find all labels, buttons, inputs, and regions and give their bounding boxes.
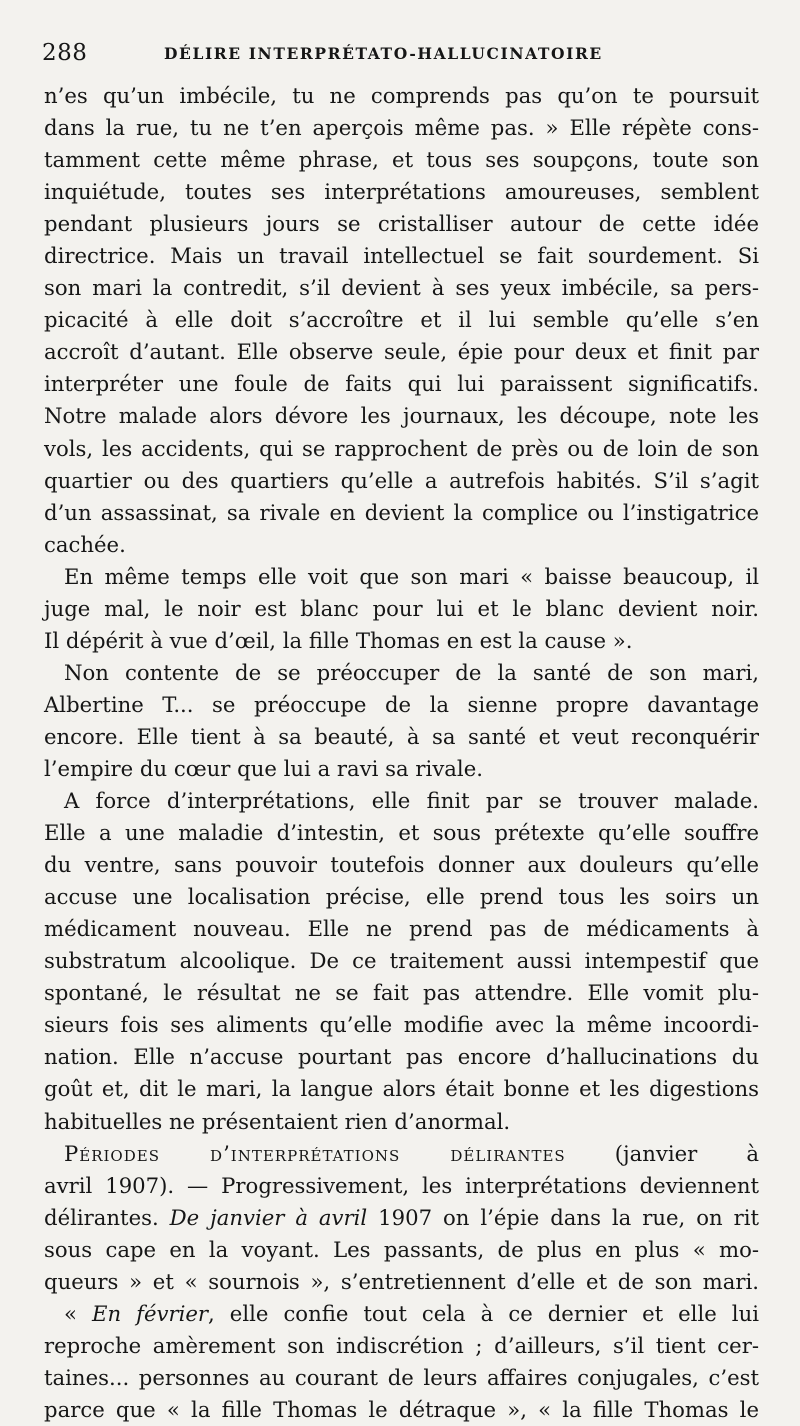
text-line: sous cape en la voyant. Les passants, de plus en plus « mo- bbox=[44, 1236, 759, 1262]
text-line: cachée. bbox=[44, 531, 126, 557]
text-line: A force d’interprétations, elle finit par se trouver malade. bbox=[64, 788, 759, 814]
text-line: tamment cette même phrase, et tous ses soupçons, toute son bbox=[44, 147, 759, 173]
text-line: directrice. Mais un travail intellectuel se fait sourdement. Si bbox=[44, 243, 759, 269]
text-line: d’un assassinat, sa rivale en devient la complice ou l’instigatrice bbox=[44, 499, 759, 525]
text-line: taines... personnes au courant de leurs affaires conjugales, c’est bbox=[44, 1364, 759, 1390]
section-heading: Périodes d’interprétations délirantes bbox=[64, 1140, 566, 1166]
text-segment: 1907 on l’épie dans la rue, on rit bbox=[367, 1204, 759, 1230]
text-line: habituelles ne présentaient rien d’anormal. bbox=[44, 1108, 511, 1134]
text-segment: , elle confie tout cela à ce dernier et elle lui bbox=[208, 1300, 759, 1326]
text-line: Elle a une maladie d’intestin, et sous prétexte qu’elle souffre bbox=[44, 820, 759, 846]
text-line: goût et, dit le mari, la langue alors était bonne et les digestions bbox=[44, 1076, 759, 1102]
section-heading-rest: (janvier à bbox=[565, 1140, 759, 1166]
italic-text: En février bbox=[91, 1300, 209, 1326]
paragraph-lines bbox=[44, 80, 759, 1138]
text-line: picacité à elle doit s’accroître et il lui semble qu’elle s’en bbox=[44, 307, 759, 333]
text-line: son mari la contredit, s’il devient à ses yeux imbécile, sa pers- bbox=[44, 275, 759, 301]
text-line bbox=[44, 1298, 759, 1330]
text-line: queurs » et « sournois », s’entretiennent d’elle et de son mari. bbox=[44, 1268, 759, 1294]
text-line: Notre malade alors dévore les journaux, les découpe, note les bbox=[44, 403, 759, 429]
text-line: Albertine T... se préoccupe de la sienne propre davantage bbox=[44, 691, 759, 717]
text-line: Il dépérit à vue d’œil, la fille Thomas en est la cause ». bbox=[44, 627, 633, 653]
text-line: du ventre, sans pouvoir toutefois donner aux douleurs qu’elle bbox=[44, 852, 759, 878]
text-segment: délirantes. bbox=[44, 1204, 170, 1230]
text-line: substratum alcoolique. De ce traitement aussi intempestif que bbox=[44, 948, 759, 974]
text-line: n’es qu’un imbécile, tu ne comprends pas qu’on te poursuit bbox=[44, 83, 759, 108]
text-line: spontané, le résultat ne se fait pas attendre. Elle vomit plu- bbox=[44, 980, 759, 1006]
text-line: reproche amèrement son indiscrétion ; d’ailleurs, s’il tient cer- bbox=[44, 1332, 759, 1358]
page-header bbox=[42, 36, 758, 68]
running-head: DÉLIRE INTERPRÉTATO-HALLUCINATOIRE bbox=[164, 44, 603, 63]
text-line: accroît d’autant. Elle observe seule, épie pour deux et finit par bbox=[44, 339, 759, 365]
section-heading-line bbox=[44, 1138, 759, 1170]
text-line: quartier ou des quartiers qu’elle a autrefois habités. S’il s’agit bbox=[44, 467, 759, 493]
text-line: accuse une localisation précise, elle prend tous les soirs un bbox=[44, 884, 759, 910]
text-line: vols, les accidents, qui se rapprochent de près ou de loin de son bbox=[44, 435, 759, 461]
italic-text: De janvier à avril bbox=[169, 1204, 368, 1230]
text-line: dans la rue, tu ne t’en aperçois même pas. » Elle répète cons- bbox=[44, 115, 759, 141]
page-number: 288 bbox=[42, 40, 88, 66]
text-line: avril 1907). — Progressivement, les interprétations deviennent bbox=[44, 1172, 759, 1198]
text-line: encore. Elle tient à sa beauté, à sa santé et veut reconquérir bbox=[44, 723, 759, 749]
text-line: sieurs fois ses aliments qu’elle modifie avec la même incoordi- bbox=[44, 1012, 759, 1038]
text-line: médicament nouveau. Elle ne prend pas de médicaments à bbox=[44, 916, 759, 942]
text-line: Non contente de se préoccuper de la santé de son mari, bbox=[64, 659, 759, 685]
text-segment: « bbox=[64, 1300, 92, 1326]
text-line: pendant plusieurs jours se cristalliser autour de cette idée bbox=[44, 211, 759, 237]
text-line: juge mal, le noir est blanc pour lui et le blanc devient noir. bbox=[44, 595, 759, 621]
text-line: nation. Elle n’accuse pourtant pas encore d’hallucinations du bbox=[44, 1044, 759, 1070]
text-line: En même temps elle voit que son mari « baisse beaucoup, il bbox=[64, 563, 759, 589]
text-line bbox=[44, 1202, 759, 1234]
text-line: interpréter une foule de faits qui lui paraissent significatifs. bbox=[44, 371, 759, 397]
body-text bbox=[44, 80, 759, 1426]
text-line: l’empire du cœur que lui a ravi sa rivale. bbox=[44, 755, 483, 781]
text-line: parce que « la fille Thomas le détraque », « la fille Thomas le bbox=[44, 1396, 759, 1422]
text-line: inquiétude, toutes ses interprétations amoureuses, semblent bbox=[44, 179, 759, 205]
